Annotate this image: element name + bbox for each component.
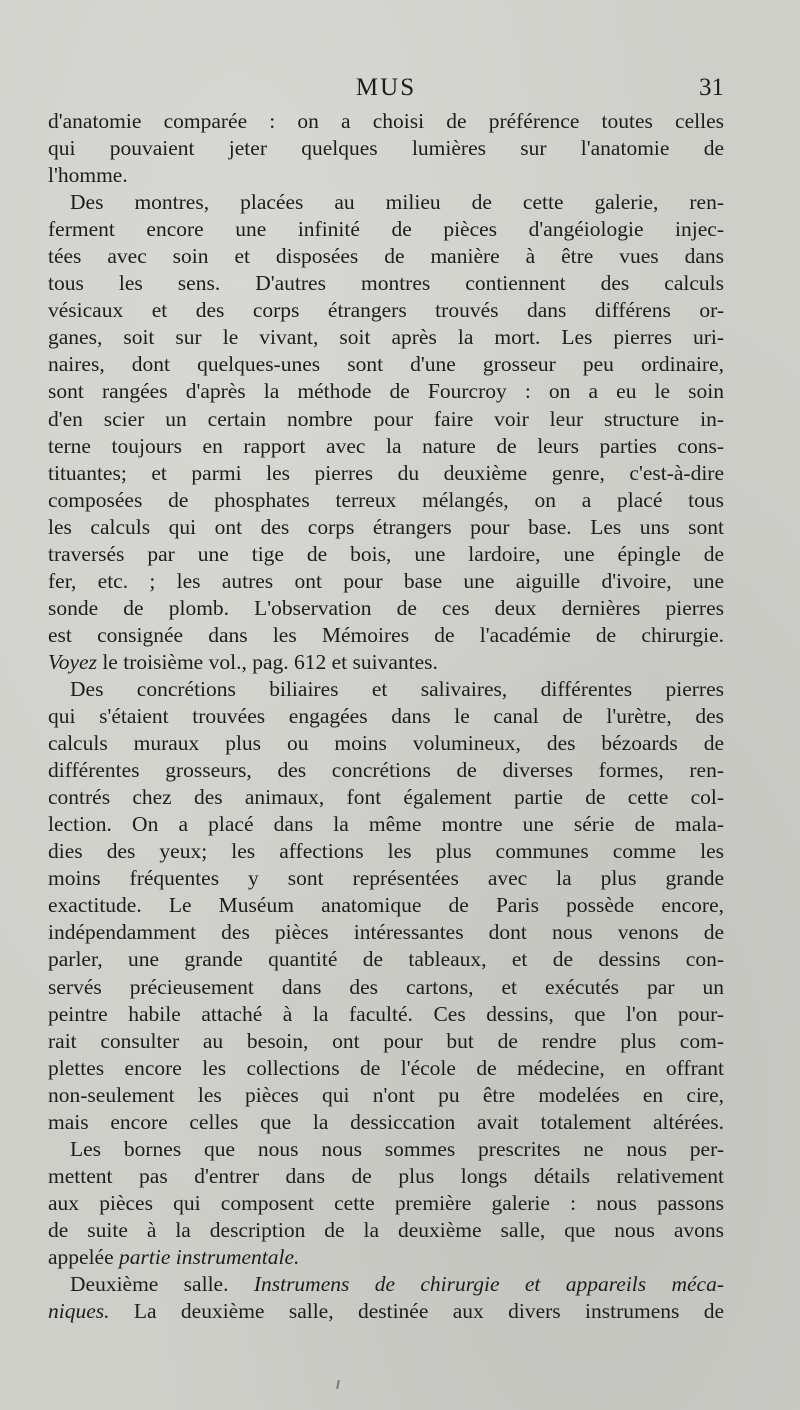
- text-line-voyez: [48, 649, 724, 676]
- text-line: les calculs qui ont des corps étrangers pour base. Les uns sont: [48, 514, 724, 539]
- text-line: parler, une grande quantité de tableaux, et de dessins con-: [48, 947, 724, 972]
- page-number: 31: [699, 74, 724, 101]
- text-line: composées de phosphates terreux mélangés, on a placé tous: [48, 487, 724, 512]
- text-line: calculs muraux plus ou moins volumineux, des bézoards de: [48, 731, 724, 756]
- appelee-word: appelée: [48, 1244, 114, 1269]
- text-line: tituantes; et parmi les pierres du deuxième genre, c'est-à-dire: [48, 460, 724, 485]
- text-line: plettes encore les collections de l'école de médecine, en offrant: [48, 1055, 724, 1080]
- text-line: d'en scier un certain nombre pour faire voir leur structure in-: [48, 406, 724, 431]
- text-line: différentes grosseurs, des concrétions de diverses formes, ren-: [48, 758, 724, 783]
- body-text: [48, 108, 724, 1325]
- text-line: contrés chez des animaux, font également partie de cette col-: [48, 785, 724, 810]
- text-line: servés précieusement dans des cartons, et exécutés par un: [48, 974, 724, 999]
- text-line: aux pièces qui composent cette première galerie : nous passons: [48, 1190, 724, 1215]
- section-title-italic: Instrumens de chirurgie et appareils méca-: [253, 1272, 724, 1297]
- section-title-italic-cont: niques.: [48, 1299, 110, 1324]
- text-line: de suite à la description de la deuxième salle, que nous avons: [48, 1217, 724, 1242]
- text-line: Des montres, placées au milieu de cette galerie, ren-: [70, 190, 724, 215]
- text-line: ferment encore une infinité de pièces d'angéiologie injec-: [48, 217, 724, 242]
- section-label: Deuxième salle.: [70, 1272, 229, 1297]
- text-line-appelee: [48, 1244, 724, 1271]
- final-line-text: La deuxième salle, destinée aux divers instrumens de: [133, 1299, 724, 1324]
- text-line: mais encore celles que la dessiccation avait totalement altérées.: [48, 1109, 724, 1134]
- text-line: qui pouvaient jeter quelques lumières sur l'anatomie de: [48, 136, 724, 161]
- voyez-reference: le troisième vol., pag. 612 et suivantes.: [102, 649, 438, 674]
- text-line: l'homme.: [48, 163, 128, 188]
- text-line: d'anatomie comparée : on a choisi de préférence toutes celles: [48, 109, 724, 133]
- partie-instrumentale-italic: partie instrumentale.: [119, 1244, 300, 1269]
- text-line: rait consulter au besoin, ont pour but de rendre plus com-: [48, 1028, 724, 1053]
- text-line: terne toujours en rapport avec la nature de leurs parties cons-: [48, 433, 724, 458]
- text-line: mettent pas d'entrer dans de plus longs détails relativement: [48, 1163, 724, 1188]
- text-line: exactitude. Le Muséum anatomique de Paris possède encore,: [48, 893, 724, 918]
- text-line: est consignée dans les Mémoires de l'académie de chirurgie.: [48, 622, 724, 647]
- running-head: [48, 74, 724, 104]
- text-line: tous les sens. D'autres montres contiennent des calculs: [48, 271, 724, 296]
- text-line: Des concrétions biliaires et salivaires, différentes pierres: [70, 676, 724, 701]
- text-line: non-seulement les pièces qui n'ont pu être modelées en cire,: [48, 1082, 724, 1107]
- text-line: qui s'étaient trouvées engagées dans le canal de l'urètre, des: [48, 704, 724, 729]
- running-title: MUS: [355, 74, 417, 101]
- text-line-niques: [48, 1298, 724, 1325]
- text-line: sonde de plomb. L'observation de ces deux dernières pierres: [48, 595, 724, 620]
- text-line: Les bornes que nous nous sommes prescrites ne nous per-: [70, 1136, 724, 1161]
- section-heading-line: [48, 1271, 724, 1298]
- text-line: traversés par une tige de bois, une lardoire, une épingle de: [48, 541, 724, 566]
- text-line: ganes, soit sur le vivant, soit après la mort. Les pierres uri-: [48, 325, 724, 350]
- text-line: moins fréquentes y sont représentées avec la plus grande: [48, 866, 724, 891]
- ink-mark: [336, 1380, 340, 1389]
- text-line: vésicaux et des corps étrangers trouvés dans différens or-: [48, 298, 724, 323]
- text-line: sont rangées d'après la méthode de Fourcroy : on a eu le soin: [48, 379, 724, 404]
- text-line: peintre habile attaché à la faculté. Ces dessins, que l'on pour-: [48, 1001, 724, 1026]
- text-line: dies des yeux; les affections les plus communes comme les: [48, 839, 724, 864]
- text-line: fer, etc. ; les autres ont pour base une aiguille d'ivoire, une: [48, 568, 724, 593]
- text-line: naires, dont quelques-unes sont d'une grosseur peu ordinaire,: [48, 352, 724, 377]
- text-line: lection. On a placé dans la même montre une série de mala-: [48, 812, 724, 837]
- voyez-italic: Voyez: [48, 649, 97, 674]
- text-line: tées avec soin et disposées de manière à être vues dans: [48, 244, 724, 269]
- text-line: indépendamment des pièces intéressantes dont nous venons de: [48, 920, 724, 945]
